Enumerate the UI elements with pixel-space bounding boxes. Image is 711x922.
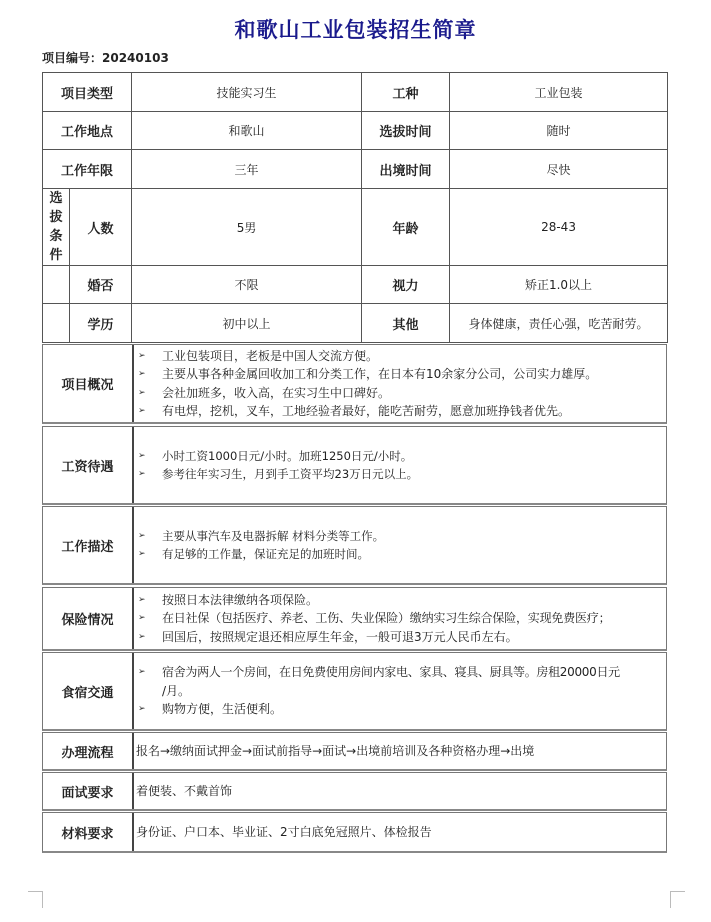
section-salary <box>42 426 667 505</box>
section-materials <box>42 812 667 853</box>
section-label: 面试要求 <box>43 773 134 809</box>
interview-text: 着便装、不戴首饰 <box>136 784 233 798</box>
process-text: 报名→缴纳面试押金→面试前指导→面试→出境前培训及各种资格办理→出境 <box>136 744 535 758</box>
materials-text: 身份证、户口本、毕业证、2寸白底免冠照片、体检报告 <box>136 825 432 839</box>
section-label: 办理流程 <box>43 733 134 769</box>
list-item: ➢ 主要从事汽车及电器拆解 材料分类等工作。 <box>136 527 666 546</box>
arrow-bullet-icon: ➢ <box>138 594 146 605</box>
selection-time-value: 随时 <box>450 112 668 150</box>
age-label: 年龄 <box>362 189 450 266</box>
crop-mark-right <box>670 891 685 908</box>
list-item: ➢ 参考往年实习生，月到手工资平均23万日元以上。 <box>136 465 666 484</box>
arrow-bullet-icon: ➢ <box>138 667 146 678</box>
list-item: ➢ 工业包装项目，老板是中国人交流方便。 <box>136 347 666 366</box>
project-number: 项目编号：20240103 <box>42 51 169 65</box>
arrow-bullet-icon: ➢ <box>138 469 146 479</box>
section-lodging <box>42 652 667 731</box>
project-type-label: 项目类型 <box>43 73 132 112</box>
arrow-bullet-icon: ➢ <box>138 369 146 379</box>
job-label: 工种 <box>362 73 450 112</box>
section-label: 项目概况 <box>43 345 134 422</box>
education-value: 初中以上 <box>132 304 362 343</box>
headcount-value: 5男 <box>132 189 362 266</box>
section-job-description <box>42 506 667 585</box>
section-process <box>42 732 667 771</box>
table-row <box>43 304 668 343</box>
departure-value: 尽快 <box>450 150 668 189</box>
table-row <box>43 189 668 266</box>
list-item: ➢ 会社加班多，收入高，在实习生中口碑好。 <box>136 384 666 403</box>
list-item: ➢ 回国后，按照规定退还相应厚生年金，一般可退3万元人民币左右。 <box>136 628 666 647</box>
section-insurance <box>42 587 667 651</box>
section-overview <box>42 344 667 424</box>
table-row <box>43 150 668 189</box>
document-title: 和歌山工业包装招生简章 <box>234 18 477 42</box>
other-label: 其他 <box>362 304 450 343</box>
list-item: ➢ 小时工资1000日元/小时。加班1250日元/小时。 <box>136 447 666 466</box>
table-row <box>43 112 668 150</box>
arrow-bullet-icon: ➢ <box>138 350 146 361</box>
arrow-bullet-icon: ➢ <box>138 613 146 624</box>
age-value: 28-43 <box>450 189 668 266</box>
arrow-bullet-icon: ➢ <box>138 450 146 461</box>
section-label: 食宿交通 <box>43 653 134 729</box>
arrow-bullet-icon: ➢ <box>138 387 146 398</box>
marital-value: 不限 <box>132 266 362 304</box>
list-item: ➢ 按照日本法律缴纳各项保险。 <box>136 591 666 610</box>
years-value: 三年 <box>132 150 362 189</box>
section-label: 保险情况 <box>43 588 134 649</box>
selection-time-label: 选拔时间 <box>362 112 450 150</box>
other-value: 身体健康，责任心强，吃苦耐劳。 <box>450 304 668 343</box>
headcount-label: 人数 <box>70 189 132 266</box>
arrow-bullet-icon: ➢ <box>138 530 146 541</box>
info-table <box>42 72 667 343</box>
arrow-bullet-icon: ➢ <box>138 549 146 559</box>
table-row <box>43 266 668 304</box>
empty-cell <box>43 266 70 304</box>
vision-label: 视力 <box>362 266 450 304</box>
marital-label: 婚否 <box>70 266 132 304</box>
selection-conditions-label: 选 拔 条 件 <box>43 189 70 266</box>
project-type-value: 技能实习生 <box>132 73 362 112</box>
location-label: 工作地点 <box>43 112 132 150</box>
section-interview <box>42 772 667 811</box>
crop-mark-left <box>28 891 43 908</box>
arrow-bullet-icon: ➢ <box>138 631 146 642</box>
list-item-continuation: /月。 <box>162 683 191 698</box>
job-value: 工业包装 <box>450 73 668 112</box>
table-row <box>43 73 668 112</box>
section-label: 工资待遇 <box>43 427 134 503</box>
list-item: ➢ 有足够的工作量，保证充足的加班时间。 <box>136 545 666 564</box>
section-label: 材料要求 <box>43 813 134 851</box>
arrow-bullet-icon: ➢ <box>138 704 146 715</box>
years-label: 工作年限 <box>43 150 132 189</box>
list-item: ➢ 宿舍为两人一个房间，在日免费使用房间内家电、家具、寝具、厨具等。房租20000日元 <box>136 663 666 682</box>
vision-value: 矫正1.0以上 <box>450 266 668 304</box>
departure-label: 出境时间 <box>362 150 450 189</box>
list-item: ➢ 在日社保（包括医疗、养老、工伤、失业保险）缴纳实习生综合保险，实现免费医疗； <box>136 609 666 628</box>
education-label: 学历 <box>70 304 132 343</box>
location-value: 和歌山 <box>132 112 362 150</box>
section-label: 工作描述 <box>43 507 134 583</box>
empty-cell <box>43 304 70 343</box>
arrow-bullet-icon: ➢ <box>138 406 146 416</box>
list-item: ➢ 有电焊，挖机，叉车，工地经验者最好，能吃苦耐劳，愿意加班挣钱者优先。 <box>136 402 666 421</box>
list-item: ➢ 主要从事各种金属回收加工和分类工作，在日本有10余家分公司，公司实力雄厚。 <box>136 365 666 384</box>
list-item: ➢ 购物方便，生活便利。 <box>136 700 666 719</box>
